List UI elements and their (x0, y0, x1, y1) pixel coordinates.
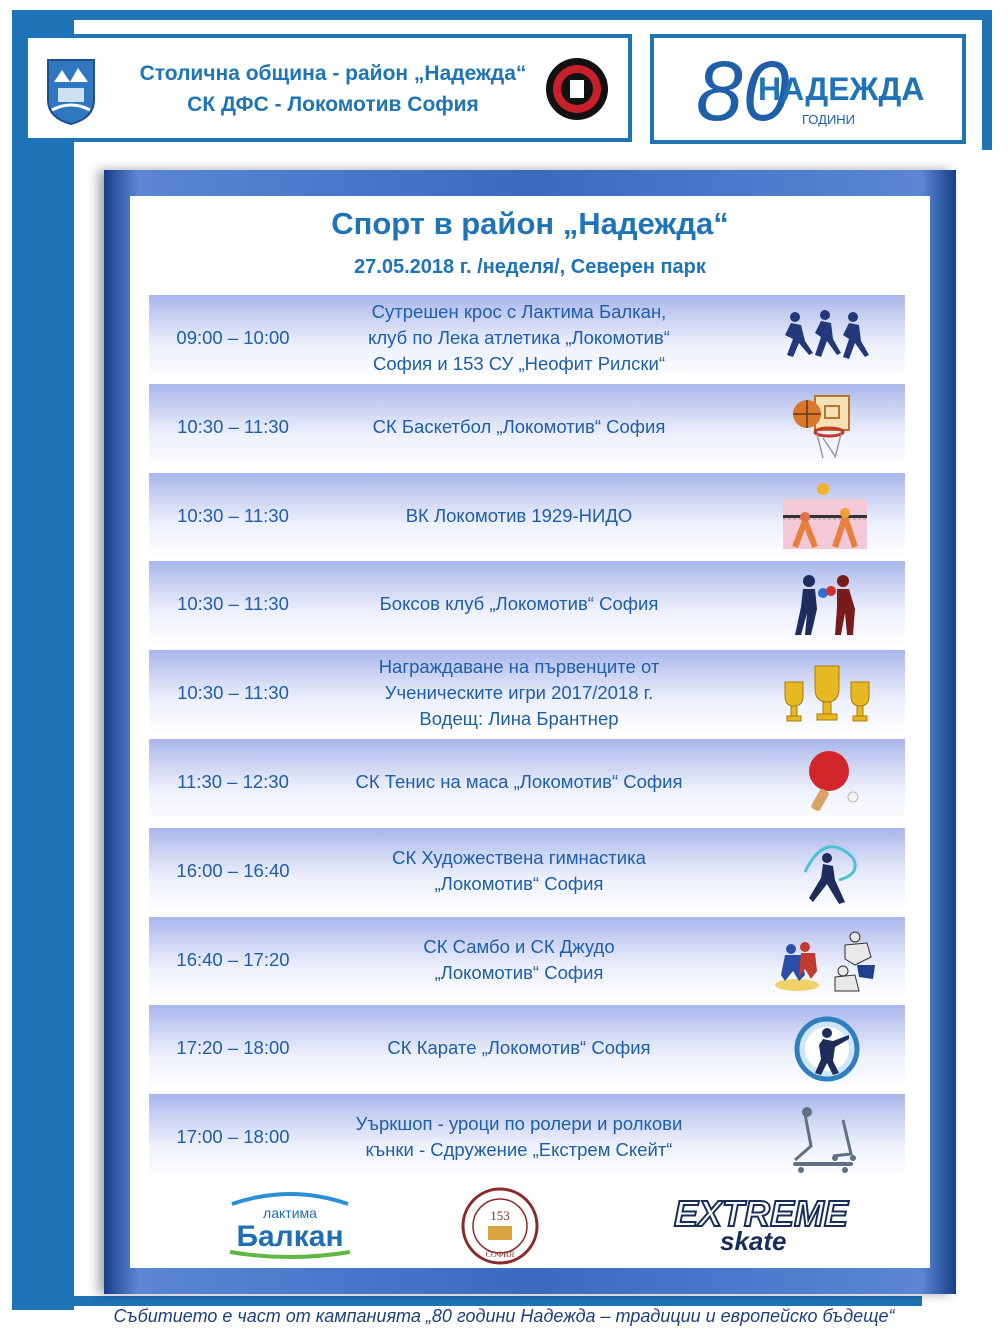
schedule-time: 10:30 – 11:30 (177, 504, 289, 526)
schedule-description (309, 739, 729, 825)
skate-text: skate (720, 1226, 787, 1254)
trophy-icon (775, 658, 875, 730)
schedule-row (149, 473, 905, 561)
basketball-icon (775, 392, 875, 464)
schedule-description-line: „Локомотив“ София (434, 961, 604, 983)
schedule-time: 17:20 – 18:00 (176, 1037, 290, 1059)
schedule-time: 11:30 – 12:30 (177, 770, 289, 792)
n80-number: 80 (696, 44, 790, 134)
schedule-row (149, 384, 905, 472)
judo-icon (775, 925, 875, 997)
schedule-description-line: СК Художествена гимнастика (392, 846, 646, 868)
frame-bottom-bar (12, 1296, 922, 1306)
schedule-row (149, 295, 905, 383)
extreme-skate-logo (668, 1194, 858, 1254)
district-crest-icon (44, 56, 98, 126)
schedule-time: 10:30 – 11:30 (177, 593, 289, 615)
schedule-description (309, 473, 729, 559)
schedule-description-line: клуб по Лека атлетика „Локомотив“ (368, 327, 670, 348)
schedule-row (149, 1094, 905, 1182)
schedule-description-line: „Локомотив“ София (434, 872, 604, 894)
gymnastics-icon (775, 836, 875, 908)
schedule-description (309, 295, 729, 381)
runners-icon (775, 303, 875, 375)
schedule-description-line: Ученическите игри 2017/2018 г. (384, 682, 654, 704)
schedule-description-line: Уъркшоп - уроци по ролери и ролкови (355, 1113, 683, 1135)
footer-note: Събитието е част от кампанията „80 години Надежда – традиции и европейско бъдеще“ (113, 1306, 895, 1326)
schedule-row (149, 650, 905, 738)
karate-icon (775, 1013, 875, 1085)
schedule-description-line: СК Баскетбол „Локомотив“ София (372, 415, 666, 437)
volleyball-icon (775, 481, 875, 553)
schedule-description-line: Награждаване на първенците от (378, 656, 660, 678)
school-number-text: 153 (490, 1208, 510, 1223)
schedule-time: 10:30 – 11:30 (177, 682, 289, 704)
schedule-row (149, 828, 905, 916)
schedule-description (309, 1005, 729, 1091)
header-line-2: СК ДФС - Локомотив София (187, 93, 479, 116)
balkan-main-text: Балкан (236, 1220, 344, 1253)
header-title (98, 58, 568, 120)
schedule-row (149, 739, 905, 827)
schedule-time: 16:00 – 16:40 (176, 859, 290, 881)
event-title: Спорт в район „Надежда“ (331, 206, 729, 241)
schedule-description-line: София и 153 СУ „Неофит Рилски“ (372, 353, 666, 374)
lokomotiv-logo-icon (544, 56, 610, 122)
schedule-description (309, 384, 729, 470)
table-tennis-icon (775, 747, 875, 819)
schedule-description-line: СК Тенис на маса „Локомотив“ София (355, 770, 683, 792)
frame-right-bar (982, 10, 992, 150)
schedule-description (309, 828, 729, 914)
schedule-time: 16:40 – 17:20 (176, 948, 290, 970)
n80-word: НАДЕЖДА (758, 71, 925, 107)
schedule-table (149, 295, 905, 1183)
schedule-description-line: Боксов клуб „Локомотив“ София (379, 593, 659, 615)
frame-top-bar (12, 10, 992, 20)
balkan-top-text: лактима (263, 1205, 317, 1221)
schedule-row (149, 917, 905, 1005)
schedule-description-line: Водещ: Лина Брантнер (419, 708, 619, 730)
schedule-description-line: ВК Локомотив 1929-НИДО (405, 504, 633, 526)
school-city-text: СОФИЯ (485, 1250, 515, 1259)
schedule-description (309, 650, 729, 736)
schedule-description-line: Сутрешен крос с Лактима Балкан, (371, 301, 667, 322)
schedule-time: 17:00 – 18:00 (176, 1126, 290, 1148)
schedule-row (149, 1005, 905, 1093)
boxing-icon (775, 569, 875, 641)
schedule-description-line: СК Самбо и СК Джудо (423, 935, 615, 957)
laktima-balkan-logo (220, 1190, 360, 1260)
sponsors-bar (130, 1186, 930, 1266)
schedule-description (309, 1094, 729, 1180)
header-line-1: Столична община - район „Надежда“ (139, 62, 527, 85)
event-date-location: 27.05.2018 г. /неделя/, Северен парк (354, 256, 706, 278)
n80-years: ГОДИНИ (802, 112, 856, 127)
schedule-row (149, 561, 905, 649)
header-right-panel (650, 34, 966, 144)
schedule-description-line: СК Карате „Локомотив“ София (387, 1037, 651, 1059)
schedule-description-line: кънки - Сдружение „Екстрем Скейт“ (365, 1139, 673, 1161)
school-153-emblem (460, 1186, 540, 1266)
schedule-description (309, 917, 729, 1003)
nadezhda-80-logo (694, 44, 934, 134)
skate-icon (775, 1102, 875, 1174)
extreme-text: EXTREME (674, 1194, 849, 1234)
header-left-panel (24, 34, 632, 142)
schedule-time: 09:00 – 10:00 (176, 327, 290, 348)
frame-left-bar (12, 10, 74, 1310)
page-top-strip (0, 0, 1008, 10)
schedule-description (309, 561, 729, 647)
schedule-time: 10:30 – 11:30 (177, 415, 289, 437)
